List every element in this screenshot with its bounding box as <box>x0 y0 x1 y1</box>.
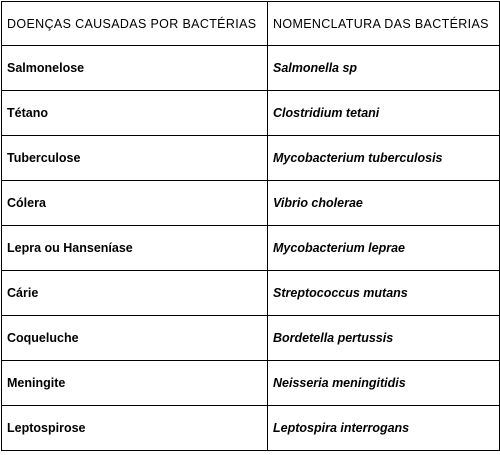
bacterium-cell: Streptococcus mutans <box>268 271 500 316</box>
bacterium-cell: Vibrio cholerae <box>268 181 500 226</box>
bacterium-cell: Leptospira interrogans <box>268 406 500 451</box>
header-nomenclature: NOMENCLATURA DAS BACTÉRIAS <box>268 2 500 46</box>
table-row <box>2 226 500 271</box>
table-header-row <box>2 2 500 46</box>
disease-cell: Tuberculose <box>2 136 268 181</box>
table-row <box>2 271 500 316</box>
bacterium-cell: Clostridium tetani <box>268 91 500 136</box>
bacterium-cell: Mycobacterium tuberculosis <box>268 136 500 181</box>
disease-cell: Salmonelose <box>2 46 268 91</box>
table-row <box>2 91 500 136</box>
table-row <box>2 406 500 451</box>
table-row <box>2 136 500 181</box>
bacterium-cell: Bordetella pertussis <box>268 316 500 361</box>
disease-cell: Cárie <box>2 271 268 316</box>
table-row <box>2 316 500 361</box>
disease-cell: Leptospirose <box>2 406 268 451</box>
disease-cell: Cólera <box>2 181 268 226</box>
table-row <box>2 181 500 226</box>
disease-cell: Coqueluche <box>2 316 268 361</box>
bacterium-cell: Mycobacterium leprae <box>268 226 500 271</box>
disease-cell: Lepra ou Hanseníase <box>2 226 268 271</box>
header-diseases: DOENÇAS CAUSADAS POR BACTÉRIAS <box>2 2 268 46</box>
disease-cell: Tétano <box>2 91 268 136</box>
disease-cell: Meningite <box>2 361 268 406</box>
table-row <box>2 361 500 406</box>
bacterium-cell: Neisseria meningitidis <box>268 361 500 406</box>
bacterium-cell: Salmonella sp <box>268 46 500 91</box>
diseases-table <box>1 1 500 451</box>
table-row <box>2 46 500 91</box>
